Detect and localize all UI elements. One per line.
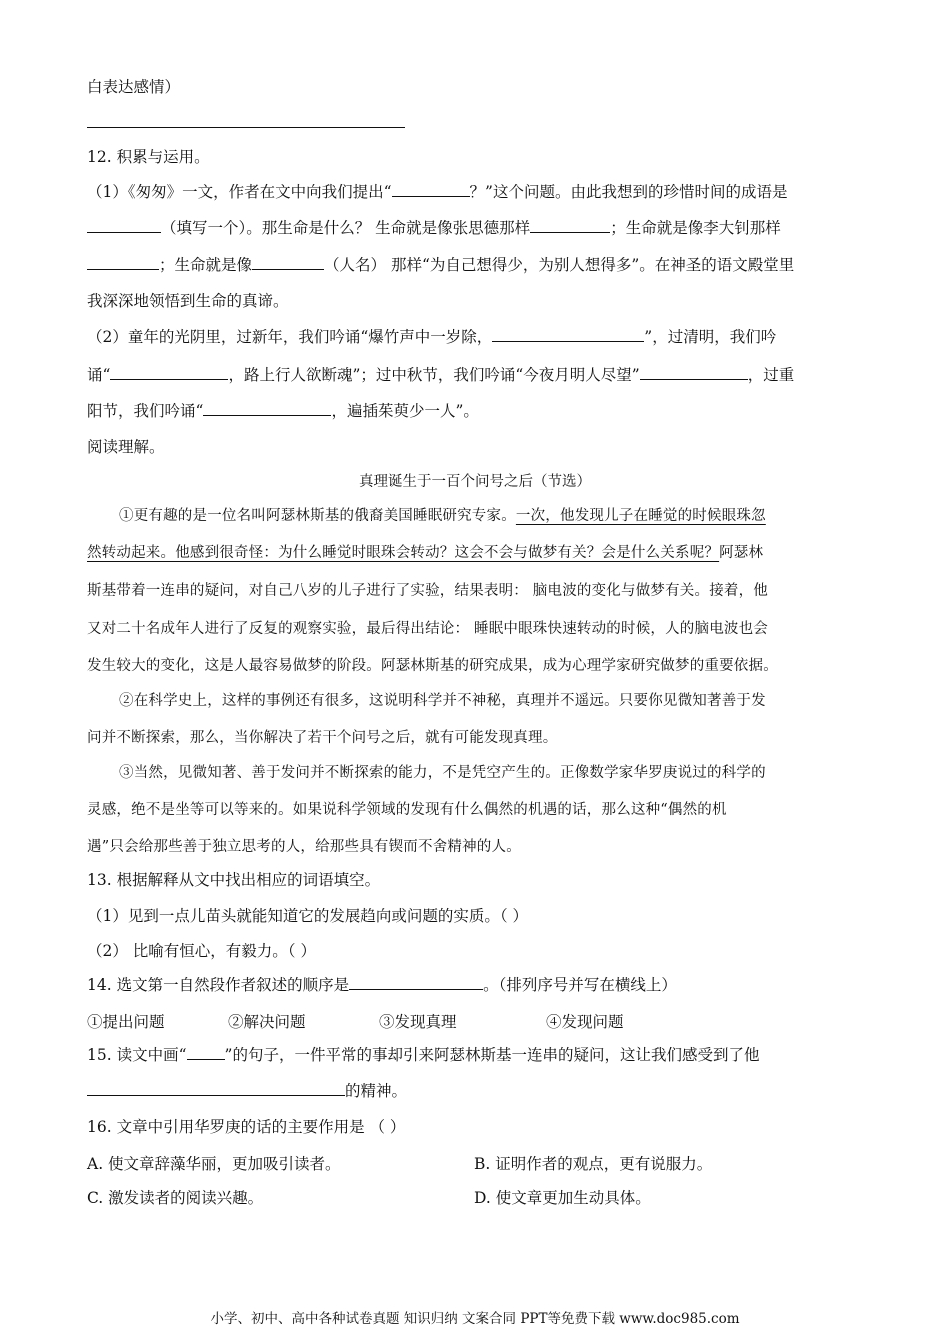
q12-p2-line3: 阳节，我们吟诵“ ，遍插茱萸少一人”。 <box>87 402 479 420</box>
q13-heading: 13. 根据解释从文中找出相应的词语填空。 <box>87 871 381 889</box>
underlined-sentence: 然转动起来。他感到很奇怪：为什么睡觉时眼珠会转动？这会不会与做梦有关？会是什么关系呢？ <box>87 545 720 561</box>
q14-option-2: ②解决问题 <box>228 1013 306 1031</box>
q16-option-d[interactable]: D. 使文章更加生动具体。 <box>474 1189 651 1207</box>
q12-p1-line3: ；生命就是像 （人名） 那样“为自己想得少，为别人想得多”。在神圣的语文殿堂里 <box>87 254 864 276</box>
para3-line2: 灵感，绝不是坐等可以等来的。如果说科学领域的发现有什么偶然的机遇的话，那么这种“偶然的机 <box>87 802 727 818</box>
q12-p1-line1: （1）《匆匆》一文，作者在文中向我们提出“ ？”这个问题。由此我想到的珍惜时间的成语是 <box>87 183 788 201</box>
blank[interactable] <box>640 364 748 380</box>
q15-line2: 的精神。 <box>87 1080 864 1102</box>
q16-option-b[interactable]: B. 证明作者的观点，更有说服力。 <box>474 1155 713 1173</box>
q14-option-1: ①提出问题 <box>87 1013 165 1031</box>
top-fragment: 白表达感情） <box>87 78 181 96</box>
para1-line2: 然转动起来。他感到很奇怪：为什么睡觉时眼珠会转动？这会不会与做梦有关？会是什么关系呢？阿瑟林 <box>87 545 764 561</box>
para1-line4: 又对二十名成年人进行了反复的观察实验，最后得出结论： 睡眠中眼珠快速转动的时候，人的脑电波也会 <box>87 621 769 637</box>
blank[interactable] <box>530 217 610 233</box>
para1-line3: 斯基带着一连串的疑问，对自己八岁的儿子进行了实验，结果表明： 脑电波的变化与做梦有关。接着，他 <box>87 583 769 599</box>
page-footer: 小学、初中、高中各种试卷真题 知识归纳 文案合同 PPT等免费下载 www.doc985.com <box>210 1311 740 1327</box>
q13-item2: （2） 比喻有恒心，有毅力。（ ） <box>87 942 316 960</box>
q12-heading: 12. 积累与运用。 <box>87 148 210 166</box>
blank[interactable] <box>87 1080 345 1096</box>
q14-stem: 14. 选文第一自然段作者叙述的顺序是 。（排列序号并写在横线上） <box>87 976 677 994</box>
para1-line5: 发生较大的变化，这是人最容易做梦的阶段。阿瑟林斯基的研究成果，成为心理学家研究做梦的重要依据。 <box>87 658 778 674</box>
answer-line <box>87 127 405 128</box>
blank[interactable] <box>87 254 159 270</box>
q15-line1: 15. 读文中画“ ”的句子，一件平常的事却引来阿瑟林斯基一连串的疑问，这让我们感受到了他 <box>87 1046 760 1064</box>
para1-line1: ①更有趣的是一位名叫阿瑟林斯基的俄裔美国睡眠研究专家。一次，他发现儿子在睡觉的时候眼珠忽 <box>119 508 766 524</box>
reading-label: 阅读理解。 <box>87 438 165 456</box>
q12-p1-line2: （填写一个）。那生命是什么？ 生命就是像张思德那样 ；生命就是像李大钊那样 <box>87 217 864 239</box>
para3-line3: 遇”只会给那些善于独立思考的人，给那些具有锲而不舍精神的人。 <box>87 839 521 855</box>
q14-option-4: ④发现问题 <box>546 1013 624 1031</box>
blank[interactable] <box>110 364 228 380</box>
para3-line1: ③当然，见微知著、善于发问并不断探索的能力，不是凭空产生的。正像数学家华罗庚说过的科学的 <box>119 765 766 781</box>
q16-option-c[interactable]: C. 激发读者的阅读兴趣。 <box>87 1189 264 1207</box>
para2-line2: 问并不断探索，那么，当你解决了若干个问号之后，就有可能发现真理。 <box>87 730 558 746</box>
q12-p1-line4: 我深深地领悟到生命的真谛。 <box>87 292 289 310</box>
para2-line1: ②在科学史上，这样的事例还有很多，这说明科学并不神秘，真理并不遥远。只要你见微知著善于发 <box>119 693 766 709</box>
blank[interactable] <box>252 254 324 270</box>
blank[interactable] <box>349 974 483 990</box>
q14-option-3: ③发现真理 <box>379 1013 457 1031</box>
blank[interactable] <box>392 181 470 197</box>
blank[interactable] <box>492 326 644 342</box>
blank[interactable] <box>187 1044 225 1060</box>
q13-item1: （1）见到一点儿苗头就能知道它的发展趋向或问题的实质。（ ） <box>87 907 529 925</box>
q16-option-a[interactable]: A. 使文章辞藻华丽，更加吸引读者。 <box>87 1155 341 1173</box>
underlined-sentence: 一次，他发现儿子在睡觉的时候眼珠忽 <box>515 508 766 524</box>
q12-p2-line1: （2）童年的光阴里，过新年，我们吟诵“爆竹声中一岁除， ”，过清明，我们吟 <box>87 328 777 346</box>
passage-title: 真理诞生于一百个问号之后（节选） <box>359 474 591 490</box>
q12-p2-line2: 诵“ ，路上行人欲断魂”；过中秋节，我们吟诵“今夜月明人尽望” ，过重 <box>87 366 795 384</box>
q16-stem: 16. 文章中引用华罗庚的话的主要作用是 （ ） <box>87 1118 406 1136</box>
blank[interactable] <box>87 217 161 233</box>
blank[interactable] <box>203 400 331 416</box>
